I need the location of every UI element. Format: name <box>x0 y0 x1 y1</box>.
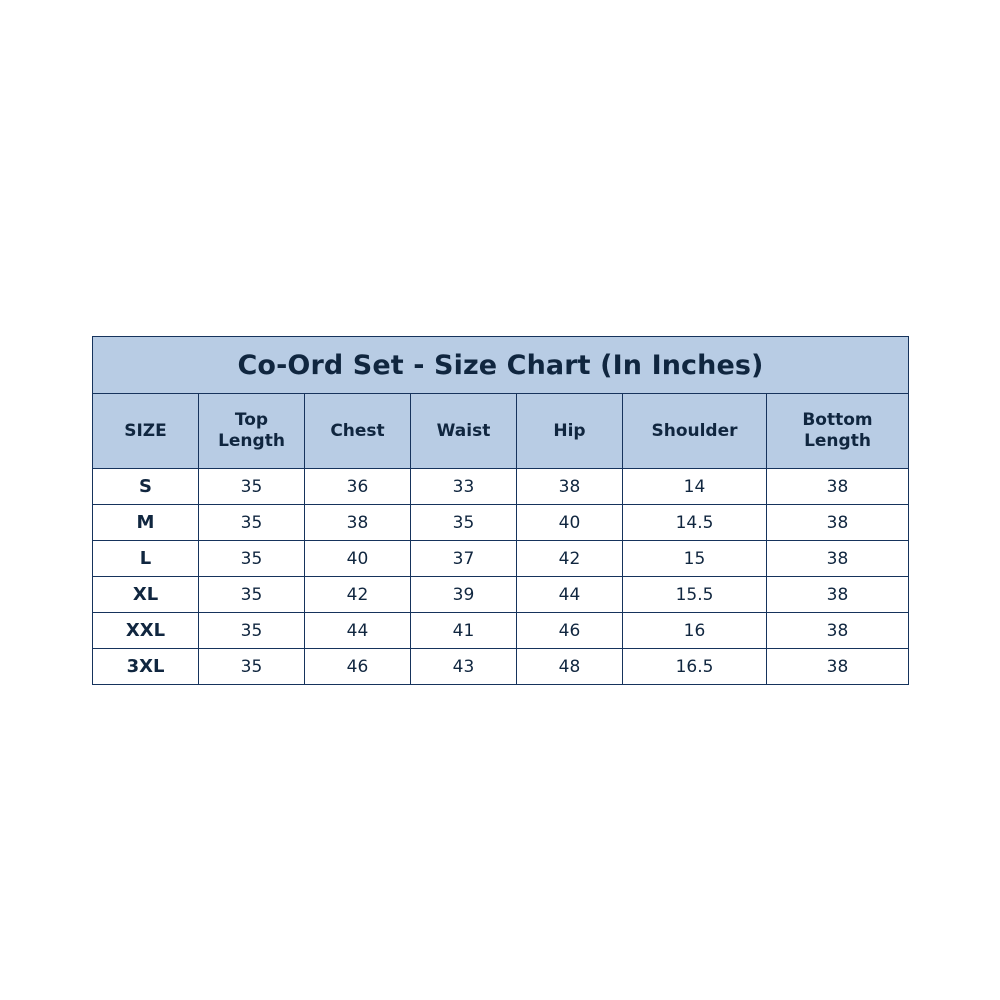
cell-shoulder: 14.5 <box>623 505 767 541</box>
cell-waist: 39 <box>411 577 517 613</box>
table-row <box>93 541 909 577</box>
cell-shoulder: 16.5 <box>623 649 767 685</box>
cell-top-length: 35 <box>199 649 305 685</box>
cell-bottom-length: 38 <box>767 649 909 685</box>
cell-bottom-length: 38 <box>767 541 909 577</box>
cell-size: XXL <box>93 613 199 649</box>
cell-top-length: 35 <box>199 505 305 541</box>
cell-size: S <box>93 469 199 505</box>
cell-bottom-length: 38 <box>767 469 909 505</box>
table-row <box>93 577 909 613</box>
cell-shoulder: 14 <box>623 469 767 505</box>
chart-title: Co-Ord Set - Size Chart (In Inches) <box>93 337 909 394</box>
cell-hip: 46 <box>517 613 623 649</box>
cell-chest: 38 <box>305 505 411 541</box>
cell-waist: 41 <box>411 613 517 649</box>
cell-waist: 33 <box>411 469 517 505</box>
cell-hip: 48 <box>517 649 623 685</box>
column-header-hip: Hip <box>517 394 623 469</box>
cell-chest: 40 <box>305 541 411 577</box>
cell-top-length: 35 <box>199 541 305 577</box>
cell-shoulder: 15 <box>623 541 767 577</box>
cell-chest: 36 <box>305 469 411 505</box>
column-header-top-length: Top Length <box>199 394 305 469</box>
cell-size: 3XL <box>93 649 199 685</box>
cell-waist: 35 <box>411 505 517 541</box>
cell-hip: 38 <box>517 469 623 505</box>
cell-size: XL <box>93 577 199 613</box>
cell-hip: 42 <box>517 541 623 577</box>
cell-top-length: 35 <box>199 469 305 505</box>
cell-bottom-length: 38 <box>767 577 909 613</box>
column-header-row <box>93 394 909 469</box>
cell-top-length: 35 <box>199 577 305 613</box>
cell-chest: 44 <box>305 613 411 649</box>
cell-shoulder: 16 <box>623 613 767 649</box>
table-row <box>93 649 909 685</box>
cell-size: L <box>93 541 199 577</box>
cell-size: M <box>93 505 199 541</box>
size-chart-container <box>92 336 908 685</box>
cell-waist: 43 <box>411 649 517 685</box>
column-header-bottom-length: Bottom Length <box>767 394 909 469</box>
column-header-chest: Chest <box>305 394 411 469</box>
cell-waist: 37 <box>411 541 517 577</box>
column-header-size: SIZE <box>93 394 199 469</box>
cell-top-length: 35 <box>199 613 305 649</box>
column-header-shoulder: Shoulder <box>623 394 767 469</box>
cell-shoulder: 15.5 <box>623 577 767 613</box>
cell-bottom-length: 38 <box>767 613 909 649</box>
table-row <box>93 505 909 541</box>
cell-chest: 46 <box>305 649 411 685</box>
cell-chest: 42 <box>305 577 411 613</box>
column-header-waist: Waist <box>411 394 517 469</box>
size-chart-table <box>92 336 909 685</box>
cell-hip: 40 <box>517 505 623 541</box>
chart-title-row <box>93 337 909 394</box>
cell-hip: 44 <box>517 577 623 613</box>
table-row <box>93 469 909 505</box>
cell-bottom-length: 38 <box>767 505 909 541</box>
table-row <box>93 613 909 649</box>
